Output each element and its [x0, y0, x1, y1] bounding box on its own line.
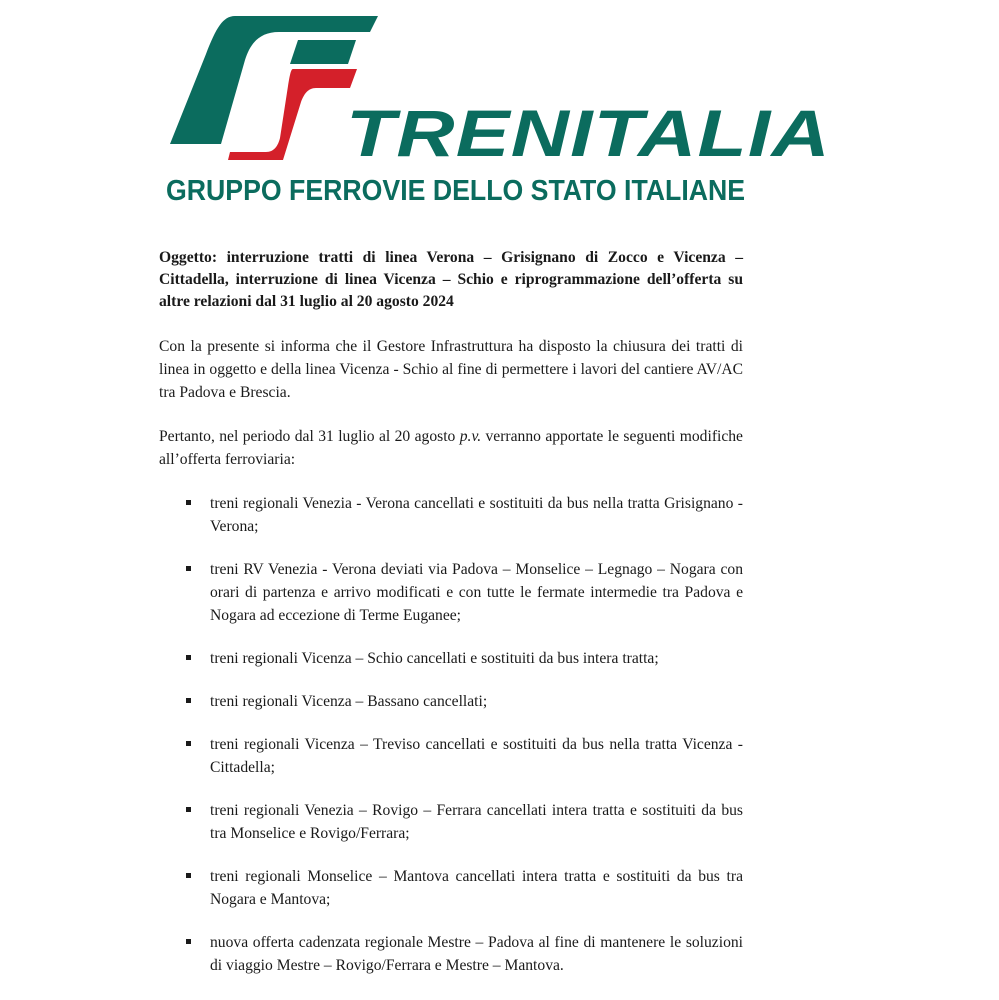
period-paragraph — [159, 425, 743, 471]
changes-list — [159, 492, 743, 977]
list-item-text: treni regionali Vicenza – Bassano cancellati; — [210, 693, 488, 710]
list-item — [159, 865, 743, 911]
subject-text: interruzione tratti di linea Verona – Grisignano di Zocco e Vicenza – Cittadella, interruzione di linea Vicenza – Schio e riprogrammazione dell’offerta su altre relazioni dal 31 luglio al 20 agosto 2024 — [159, 249, 743, 310]
list-item-text: treni regionali Vicenza – Schio cancellati e sostituiti da bus intera tratta; — [210, 650, 659, 667]
list-item-text: treni regionali Vicenza – Treviso cancellati e sostituiti da bus nella tratta Vicenza - Cittadella; — [210, 736, 743, 776]
bullet-square-icon — [186, 655, 191, 660]
bullet-square-icon — [186, 698, 191, 703]
list-item — [159, 931, 743, 977]
bullet-square-icon — [186, 500, 191, 505]
list-item-text: treni RV Venezia - Verona deviati via Padova – Monselice – Legnago – Nogara con orari di partenza e arrivo modificati e con tutte le fermate intermedie tra Padova e Nogara ad eccezione di Terme Euganee; — [210, 561, 743, 624]
list-item — [159, 690, 743, 713]
subject-paragraph — [159, 247, 743, 313]
letter-body — [159, 247, 743, 997]
logo-red-shape — [228, 69, 357, 160]
bullet-square-icon — [186, 566, 191, 571]
list-item — [159, 733, 743, 779]
bullet-square-icon — [186, 873, 191, 878]
bullet-square-icon — [186, 741, 191, 746]
bullet-square-icon — [186, 939, 191, 944]
intro-paragraph: Con la presente si informa che il Gestore Infrastruttura ha disposto la chiusura dei tratti di linea in oggetto e della linea Vicenza - Schio al fine di permettere i lavori del cantiere AV/AC tra Padova e Brescia. — [159, 338, 743, 401]
bullet-square-icon — [186, 807, 191, 812]
subject-label: Oggetto: — [159, 249, 218, 266]
list-item — [159, 558, 743, 627]
list-item — [159, 799, 743, 845]
period-abbreviation: p.v. — [459, 428, 482, 445]
group-name: GRUPPO FERROVIE DELLO STATO ITALIANE — [166, 175, 746, 207]
list-item — [159, 492, 743, 538]
list-item-text: nuova offerta cadenzata regionale Mestre – Padova al fine di mantenere le soluzioni di viaggio Mestre – Rovigo/Ferrara e Mestre – Mantova. — [210, 934, 743, 974]
period-text-before: Pertanto, nel periodo dal 31 luglio al 20 agosto — [159, 428, 460, 445]
period-text-after: verranno apportate le seguenti modifiche all’offerta ferroviaria: — [159, 428, 743, 468]
list-item-text: treni regionali Monselice – Mantova cancellati intera tratta e sostituiti da bus tra Nogara e Mantova; — [210, 868, 743, 908]
list-item-text: treni regionali Venezia – Rovigo – Ferrara cancellati intera tratta e sostituiti da bus tra Monselice e Rovigo/Ferrara; — [210, 802, 743, 842]
list-item-text: treni regionali Venezia - Verona cancellati e sostituiti da bus nella tratta Grisignano - Verona; — [210, 495, 743, 535]
list-item — [159, 647, 743, 670]
brand-name: TRENITALIA — [346, 96, 831, 170]
logo-green-bar — [290, 40, 356, 64]
